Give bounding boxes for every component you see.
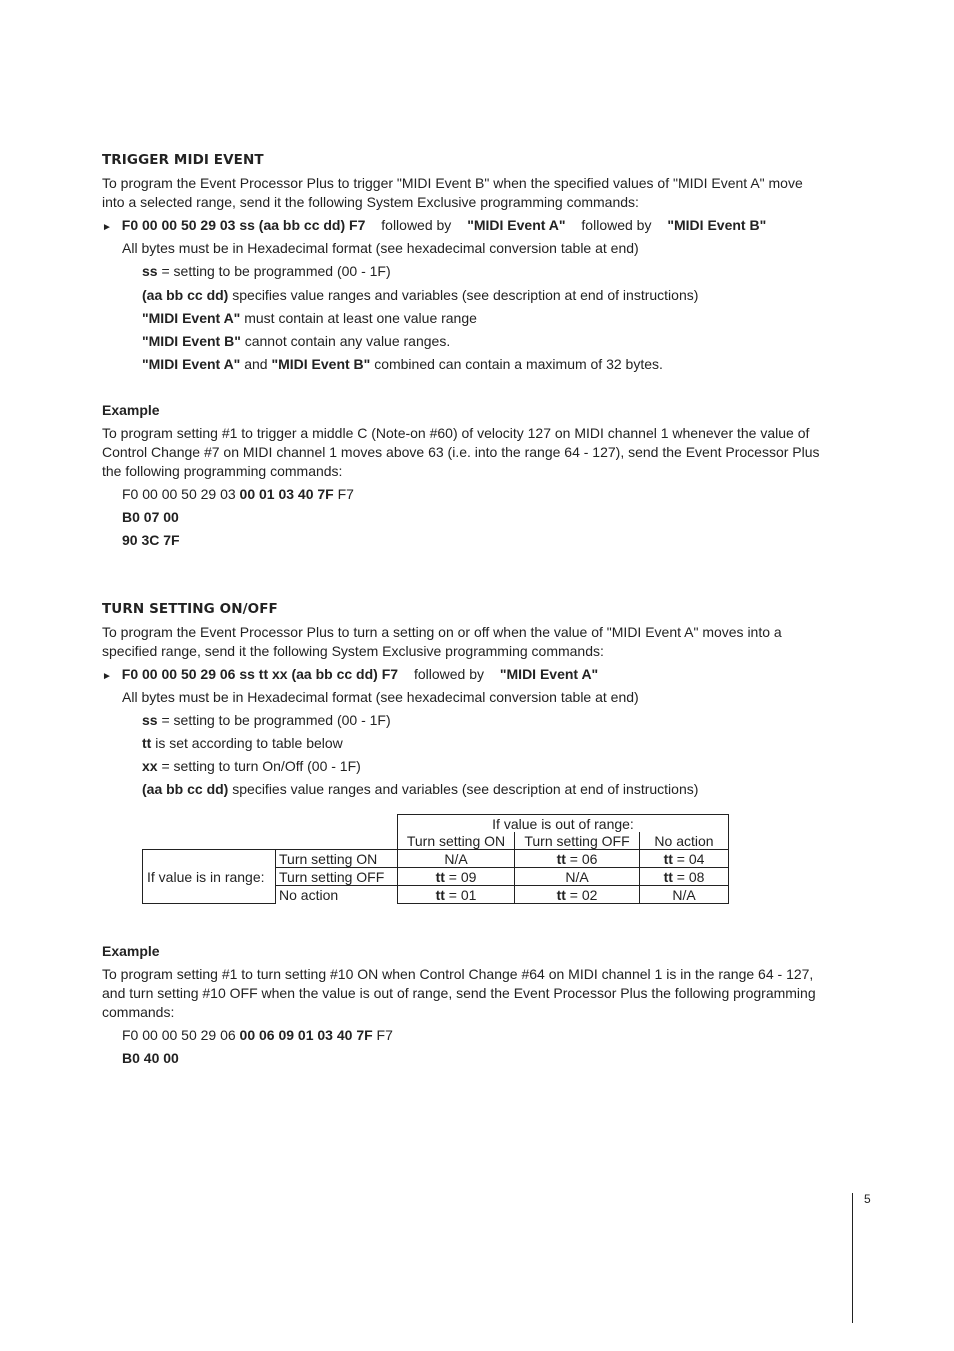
table-cell: N/A [640,886,729,904]
row-header-none: No action [276,886,398,904]
arrow-bullet-icon: ► [102,671,112,682]
code-line: B0 07 00 [122,509,179,525]
table-cell: tt = 01 [398,886,515,904]
example-title: Example [102,402,160,418]
code-line: B0 40 00 [122,1050,179,1066]
followed-by-text: followed by [381,217,452,233]
sysex-command: F0 00 00 50 29 03 ss (aa bb cc dd) F7 [121,217,366,233]
table-cell: tt = 06 [515,850,640,868]
table-cell: N/A [515,868,640,886]
hex-format-note: All bytes must be in Hexadecimal format (see hexadecimal conversion table at end) [122,240,639,256]
example-title: Example [102,943,160,959]
paragraph-line: specified range, send it the following System Exclusive programming commands: [102,643,604,659]
code-line: 90 3C 7F [122,532,180,548]
command-line [102,665,598,686]
page-number: 5 [864,1192,871,1206]
param-ss: ss = setting to be programmed (00 - 1F) [142,712,391,728]
section-title-turn-setting: TURN SETTING ON/OFF [102,601,278,617]
paragraph-line: into a selected range, send it the following System Exclusive programming commands: [102,194,639,210]
followed-by-text: followed by [581,217,652,233]
paragraph-line: commands: [102,1004,175,1020]
row-header-off: Turn setting OFF [276,868,398,886]
col-header-none: No action [640,832,729,850]
table-cell: tt = 04 [640,850,729,868]
param-event-b: "MIDI Event B" cannot contain any value ranges. [142,333,451,349]
col-header-on: Turn setting ON [398,832,515,850]
midi-event-b: "MIDI Event B" [667,217,767,233]
arrow-bullet-icon: ► [102,222,112,233]
param-xx: xx = setting to turn On/Off (00 - 1F) [142,758,361,774]
sysex-command: F0 00 00 50 29 06 ss tt xx (aa bb cc dd) F7 [121,666,399,682]
param-aa-bb-cc-dd: (aa bb cc dd) specifies value ranges and variables (see description at end of instructions) [142,781,699,797]
midi-event-a: "MIDI Event A" [467,217,566,233]
followed-by-text: followed by [413,666,484,682]
midi-event-a: "MIDI Event A" [499,666,599,682]
paragraph-line: To program the Event Processor Plus to turn a setting on or off when the value of "MIDI Event A" moves into a [102,624,782,640]
paragraph-line: To program setting #1 to turn setting #10 ON when Control Change #64 on MIDI channel 1 is in the range 64 - 127, [102,966,814,982]
table-cell: N/A [398,850,515,868]
paragraph-line: To program setting #1 to trigger a middle C (Note-on #60) of velocity 127 on MIDI channel 1 whenever the value of [102,425,810,441]
code-line: F0 00 00 50 29 03 00 01 03 40 7F F7 [122,486,354,502]
table-cell: tt = 08 [640,868,729,886]
param-ss: ss = setting to be programmed (00 - 1F) [142,263,391,279]
table-cell: tt = 09 [398,868,515,886]
paragraph-line: and turn setting #10 OFF when the value is out of range, send the Event Processor Plus the following programming [102,985,816,1001]
command-line [102,216,766,237]
param-event-a: "MIDI Event A" must contain at least one value range [142,310,477,326]
paragraph-line: Control Change #7 on MIDI channel 1 moves above 63 (i.e. into the range 64 - 127), send the Event Processor Plus [102,444,820,460]
param-tt: tt is set according to table below [142,735,343,751]
col-header-off: Turn setting OFF [515,832,640,850]
param-aa-bb-cc-dd: (aa bb cc dd) specifies value ranges and variables (see description at end of instructions) [142,287,699,303]
in-range-label: If value is in range: [143,850,276,904]
paragraph-line: the following programming commands: [102,463,343,479]
param-combined: "MIDI Event A" and "MIDI Event B" combined can contain a maximum of 32 bytes. [142,356,663,372]
code-line: F0 00 00 50 29 06 00 06 09 01 03 40 7F F7 [122,1027,393,1043]
table-cell: tt = 02 [515,886,640,904]
out-of-range-header: If value is out of range: [398,815,729,833]
margin-rule [852,1193,853,1323]
hex-format-note: All bytes must be in Hexadecimal format (see hexadecimal conversion table at end) [122,689,639,705]
row-header-on: Turn setting ON [276,850,398,868]
section-title-trigger-midi-event: TRIGGER MIDI EVENT [102,152,264,168]
paragraph-line: To program the Event Processor Plus to trigger "MIDI Event B" when the specified values of "MIDI Event A" move [102,175,803,191]
tt-value-table [142,814,729,904]
